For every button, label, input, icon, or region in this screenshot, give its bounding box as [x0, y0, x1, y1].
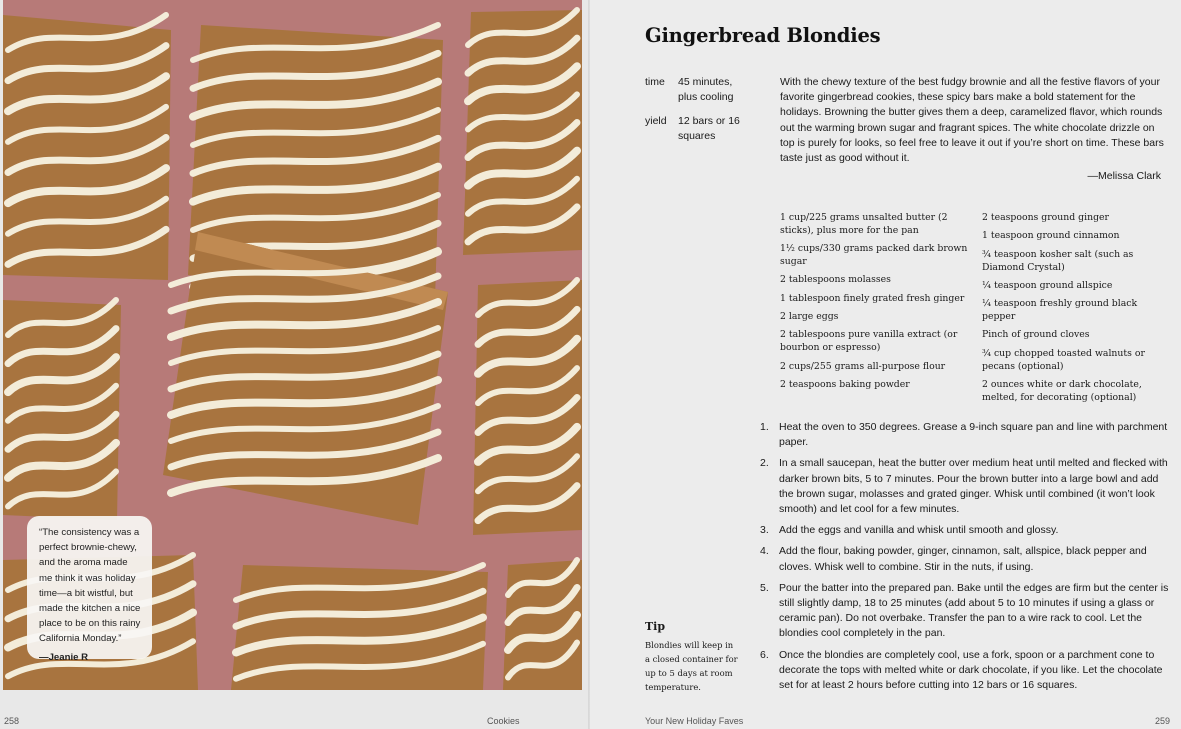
blondie-bar	[3, 15, 171, 280]
method-step	[760, 581, 1170, 642]
blondie-bar	[503, 560, 582, 690]
ingredient-item: 2 tablespoons pure vanilla extract (or bourbon or espresso)	[780, 329, 958, 354]
ingredient-item: 2 teaspoons ground ginger	[982, 212, 1109, 223]
reader-quote-author: —Jeanie R	[39, 651, 89, 663]
ingredient-item: ¾ cup chopped toasted walnuts or pecans (optional)	[982, 347, 1145, 372]
step-text: Heat the oven to 350 degrees. Grease a 9-inch square pan and line with parchment paper.	[779, 421, 1168, 449]
method-steps	[760, 420, 1170, 699]
step-text: In a small saucepan, heat the butter over medium heat until melted and flecked with darker brown bits, 5 to 7 minutes. Pour the brown butter into a large bowl and add the brown sugar, molasses and grated ginger. Whisk until combined (it won’t look smooth) and let cool for a few minutes.	[779, 457, 1168, 516]
tip-body: Blondies will keep in a closed container for up to 5 days at room temperature.	[645, 640, 738, 692]
tip-heading: Tip	[645, 620, 666, 633]
step-text: Once the blondies are completely cool, use a fork, spoon or a parchment cone to decorate the tops with melted white or dark chocolate, if you like. Let the chocolate set for at least 2 hours before cutting into 12 bars or 16 squares.	[779, 648, 1163, 692]
recipe-intro: With the chewy texture of the best fudgy brownie and all the festive flavors of your favorite gingerbread cookies, these spicy bars make a bold statement for the holidays. Browning the butter gives them a deep, caramelized flavor, which rounds out the warming brown sugar and fragrant spices. The white chocolate drizzle on top is purely for looks, so feel free to leave it out if you’re short on time. These bars taste just as good without it.	[780, 76, 1164, 165]
method-step	[760, 648, 1170, 694]
ingredient-item: 2 teaspoons baking powder	[780, 378, 910, 390]
ingredient-item: Pinch of ground cloves	[982, 329, 1090, 341]
yield-label: yield	[645, 114, 667, 127]
blondie-bar	[473, 280, 582, 535]
ingredients-column-2	[982, 212, 1172, 410]
ingredient-item: 2 ounces white or dark chocolate, melted, for decorating (optional)	[982, 378, 1142, 403]
page-number-left: 258	[4, 716, 20, 726]
reader-quote-card	[27, 516, 152, 663]
blondie-bar	[231, 565, 488, 690]
method-step	[760, 544, 1170, 574]
ingredient-item: 2 cups/255 grams all-purpose flour	[780, 360, 946, 372]
step-text: Add the eggs and vanilla and whisk until smooth and glossy.	[779, 524, 1059, 537]
ingredient-item: 2 tablespoons molasses	[780, 274, 891, 286]
right-page	[590, 0, 1181, 729]
meta-yield-row	[645, 114, 748, 145]
ingredient-item: 1 teaspoon ground cinnamon	[982, 230, 1120, 242]
ingredient-item: ¾ teaspoon kosher salt (such as Diamond Crystal)	[982, 248, 1134, 273]
page-number-right: 259	[1154, 716, 1170, 726]
step-number: 4.	[760, 545, 769, 558]
yield-value: 12 bars or 16 squares	[678, 114, 740, 142]
ingredient-item: ¼ teaspoon freshly ground black pepper	[982, 298, 1138, 322]
step-number: 3.	[760, 524, 769, 537]
section-name-right: Your New Holiday Faves	[645, 716, 744, 726]
method-step	[760, 420, 1170, 450]
time-value: 45 minutes, plus cooling	[678, 76, 734, 104]
method-step	[760, 523, 1170, 538]
recipe-title: Gingerbread Blondies	[645, 24, 881, 47]
ingredient-item: 1½ cups/330 grams packed dark brown sugar	[780, 243, 968, 268]
ingredient-item: ¼ teaspoon ground allspice	[982, 279, 1113, 291]
ingredients-column-1	[780, 212, 970, 397]
blondie-bar	[3, 300, 121, 520]
author-byline: —Melissa Clark	[1087, 170, 1161, 182]
step-number: 2.	[760, 457, 769, 470]
ingredient-item: 2 large eggs	[780, 311, 839, 322]
step-number: 5.	[760, 581, 769, 594]
recipe-meta	[645, 75, 748, 152]
step-number: 1.	[760, 421, 769, 433]
blondie-bar	[463, 10, 582, 255]
meta-time-row	[645, 75, 748, 106]
section-name-left: Cookies	[487, 716, 520, 726]
ingredient-item: 1 tablespoon finely grated fresh ginger	[780, 292, 965, 304]
time-label: time	[645, 76, 665, 88]
reader-quote-text: “The consistency was a perfect brownie-chewy, and the aroma made me think it was holiday time—a bit wistful, but made the kitchen a nice place to be on this rainy California Monday.”	[39, 527, 141, 645]
ingredient-item: 1 cup/225 grams unsalted butter (2 sticks), plus more for the pan	[780, 212, 948, 236]
left-page	[0, 0, 590, 729]
step-text: Pour the batter into the prepared pan. Bake until the edges are firm but the center is still slightly damp, 18 to 25 minutes (add about 5 to 10 minutes if using a glass or ceramic pan). Do not overbake. Transfer the pan to a wire rack to cool. Let the blondies cool completely in the pan.	[779, 581, 1169, 640]
step-text: Add the flour, baking powder, ginger, cinnamon, salt, allspice, black pepper and cloves. Whisk well to combine. Stir in the nuts, if using.	[779, 545, 1147, 573]
method-step	[760, 456, 1170, 517]
step-number: 6.	[760, 648, 769, 661]
